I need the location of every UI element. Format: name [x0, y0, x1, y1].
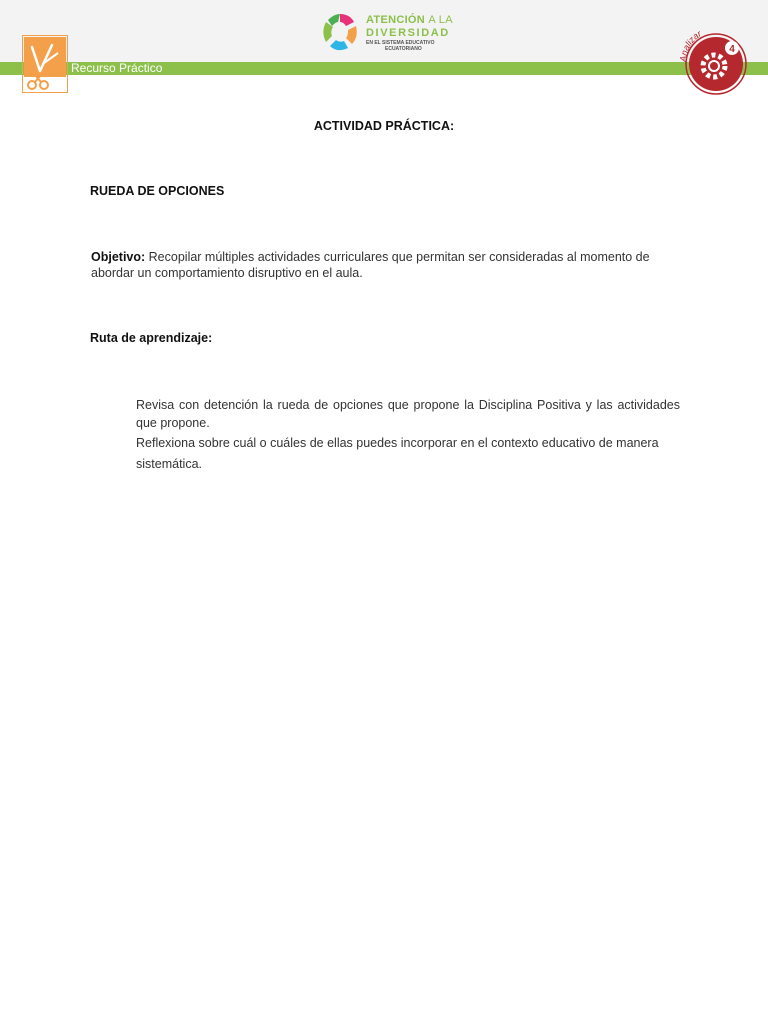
- hands-circle-logo-icon: [318, 10, 362, 54]
- activity-subtitle: RUEDA DE OPCIONES: [90, 184, 225, 198]
- logo-word-a-la: A LA: [428, 14, 453, 26]
- instruction-paragraph-2: Reflexiona sobre cuál o cuáles de ellas puedes incorporar en el contexto educativo de manera sistemática.: [136, 436, 659, 471]
- logo-text-line1: [366, 14, 453, 26]
- tools-icon: [22, 35, 68, 93]
- badge-number: 4: [729, 44, 735, 55]
- logo-text-line3: EN EL SISTEMA EDUCATIVO: [366, 40, 435, 46]
- badge-word: Analizar: [678, 28, 703, 63]
- analizar-badge-icon: [678, 22, 748, 96]
- document-title: ACTIVIDAD PRÁCTICA:: [313, 119, 455, 133]
- objective-text: Recopilar múltiples actividades curriculares que permitan ser consideradas al momento de abordar un comportamiento disruptivo en el aula.: [91, 250, 650, 280]
- page-header: [0, 0, 768, 105]
- atencion-diversidad-logo: [318, 10, 458, 56]
- logo-word-atencion: ATENCIÓN: [366, 14, 426, 26]
- objective-paragraph: [91, 249, 651, 281]
- logo-text-line2: DIVERSIDAD: [366, 27, 450, 39]
- learning-route-label: Ruta de aprendizaje:: [90, 331, 213, 345]
- section-label: Recurso Práctico: [71, 61, 163, 75]
- instruction-paragraph-1: Revisa con detención la rueda de opciones que propone la Disciplina Positiva y las actividades que propone.: [136, 398, 680, 430]
- objective-label: Objetivo:: [91, 250, 146, 264]
- logo-text-line4: ECUATORIANO: [385, 46, 422, 52]
